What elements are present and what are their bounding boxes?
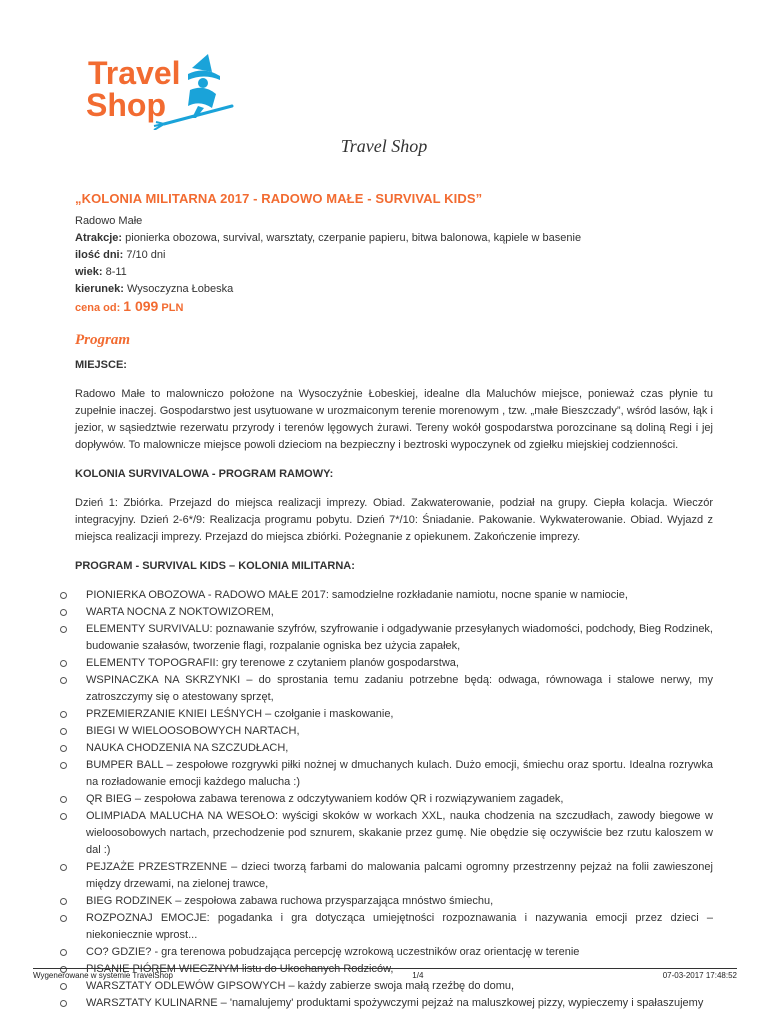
attractions-label: Atrakcje: [75, 232, 123, 244]
offer-age [75, 264, 713, 281]
program-list-item: ELEMENTY SURVIVALU: poznawanie szyfrów, szyfrowanie i odgadywanie przesyłanych wiadomości, podchody, Bieg Rodzinek, budowanie szałasów, tworzenie flagi, rozpalanie ogniska bez użycia zapałek, [75, 621, 713, 655]
offer-attractions [75, 230, 713, 247]
program-list-item: QR BIEG – zespołowa zabawa terenowa z odczytywaniem kodów QR i rozwiązywaniem zagadek, [75, 791, 713, 808]
footer-generated: Wygenerowane w systemie TravelShop [33, 971, 173, 980]
days-value: 7/10 dni [126, 249, 166, 261]
program-list-item: ELEMENTY TOPOGRAFII: gry terenowe z czytaniem planów gospodarstwa, [75, 655, 713, 672]
logo-text-shop: Shop [86, 87, 166, 123]
logo-text-travel: Travel [88, 55, 181, 91]
program-list-item: WARTA NOCNA Z NOKTOWIZOREM, [75, 604, 713, 621]
offer-location: Radowo Małe [75, 215, 143, 227]
price-label: cena od: [75, 302, 121, 314]
program-list-item: BIEG RODZINEK – zespołowa zabawa ruchowa przysparzająca mnóstwo śmiechu, [75, 893, 713, 910]
days-label: ilość dni: [75, 249, 124, 261]
program-list-item: PISANIE PIÓREM WIECZNYM listu do Ukochanych Rodziców, [75, 961, 713, 978]
attractions-value: pionierka obozowa, survival, warsztaty, czerpanie papieru, bitwa balonowa, kąpiele w basenie [125, 232, 582, 244]
program-heading: Program [75, 332, 131, 348]
program-list-item: ROZPOZNAJ EMOCJE: pogadanka i gra dotycząca umiejętności rozpoznawania i nazywania emocji przez dzieci – niekoniecznie wprost... [75, 910, 713, 944]
age-value: 8-11 [105, 266, 127, 278]
age-label: wiek: [75, 266, 103, 278]
program-list-item: WARSZTATY KULINARNE – 'namalujemy' produktami spożywczymi pejzaż na maluszkowej pizzy, wypieczemy i spałaszujemy [75, 995, 713, 1012]
travelshop-logo [80, 48, 240, 130]
offer-price [75, 298, 713, 317]
offer-days [75, 247, 713, 264]
program-list-item: PIONIERKA OBOZOWA - RADOWO MAŁE 2017: samodzielne rozkładanie namiotu, nocne spanie w namiocie, [75, 587, 713, 604]
program-list-heading: PROGRAM - SURVIVAL KIDS – KOLONIA MILITARNA: [75, 560, 355, 572]
program-list-item: OLIMPIADA MALUCHA NA WESOŁO: wyścigi skoków w workach XXL, nauka chodzenia na szczudłach, zawody biegowe w wieloosobowych nartach, przechodzenie pod sznurem, skakanie przez gumę. Nie obędzie się oczywiście bez rzutu kaloszem w dal :) [75, 808, 713, 859]
program-list-item: PEJZAŻE PRZESTRZENNE – dzieci tworzą farbami do malowania palcami ogromny przestrzenny pejzaż na folii zawieszonej między drzewami, na zielonej trawce, [75, 859, 713, 893]
program-list-item: WARSZTATY ODLEWÓW GIPSOWYCH – każdy zabierze swoja małą rzeźbę do domu, [75, 978, 713, 995]
offer-direction [75, 281, 713, 298]
place-description: Radowo Małe to malowniczo położone na Wysoczyźnie Łobeskiej, idealne dla Maluchów miejsce, ponieważ czas płynie tu zupełnie inaczej. Gospodarstwo jest usytuowane w urozmaiconym terenie morenowym , tzw. „małe Bieszczady”, wśród lasów, łąk i jezior, w sąsiedztwie rezerwatu przyrody i terenów lęgowych żurawi. Tereny wokół gospodarstwa porozcinane są doliną Regi i jej dopływów. To malownicze miejsce powoli dzieciom na bezpieczny i beztroski wypoczynek od zgiełku miejskiej codzienności. [75, 388, 713, 451]
program-list-item: NAUKA CHODZENIA NA SZCZUDŁACH, [75, 740, 713, 757]
direction-label: kierunek: [75, 283, 124, 295]
program-list-item: BIEGI W WIELOOSOBOWYCH NARTACH, [75, 723, 713, 740]
frame-program-heading: KOLONIA SURVIVALOWA - PROGRAM RAMOWY: [75, 468, 334, 480]
price-currency: PLN [161, 302, 184, 314]
footer-timestamp: 07-03-2017 17:48:52 [662, 971, 737, 980]
footer-page-number: 1/4 [412, 971, 424, 980]
program-list-item: PRZEMIERZANIE KNIEI LEŚNYCH – czołganie i maskowanie, [75, 706, 713, 723]
offer-content [75, 190, 713, 1012]
direction-value: Wysoczyzna Łobeska [126, 283, 234, 295]
company-name: Travel Shop [340, 136, 428, 156]
place-heading: MIEJSCE: [75, 359, 127, 371]
program-list-item: CO? GDZIE? - gra terenowa pobudzająca percepcję wzrokową uczestników oraz orientację w terenie [75, 944, 713, 961]
program-list-item: BUMPER BALL – zespołowe rozgrywki piłki nożnej w dmuchanych kulach. Dużo emocji, śmiechu oraz sportu. Idealna rozrywka na rozładowanie emocji każdego malucha :) [75, 757, 713, 791]
price-amount: 1 099 [123, 298, 159, 314]
frame-program-text: Dzień 1: Zbiórka. Przejazd do miejsca realizacji imprezy. Obiad. Zakwaterowanie, podział na grupy. Ciepła kolacja. Wieczór integracyjny. Dzień 2-6*/9: Realizacja programu pobytu. Dzień 7*/10: Śniadanie. Pakowanie. Wykwaterowanie. Obiad. Wyjazd z miejsca realizacji imprezy. Przejazd do miejsca zbiórki. Pożegnanie z opiekunem. Zakończenie imprezy. [75, 497, 713, 543]
offer-title: „KOLONIA MILITARNA 2017 - RADOWO MAŁE - SURVIVAL KIDS” [75, 191, 483, 206]
page-footer [33, 968, 737, 980]
program-list [75, 587, 713, 1012]
program-list-item: WSPINACZKA NA SKRZYNKI – do sprostania temu zadaniu potrzebne będą: odwaga, równowaga i stalowe nerwy, my zatroszczymy się o atestowany sprzęt, [75, 672, 713, 706]
